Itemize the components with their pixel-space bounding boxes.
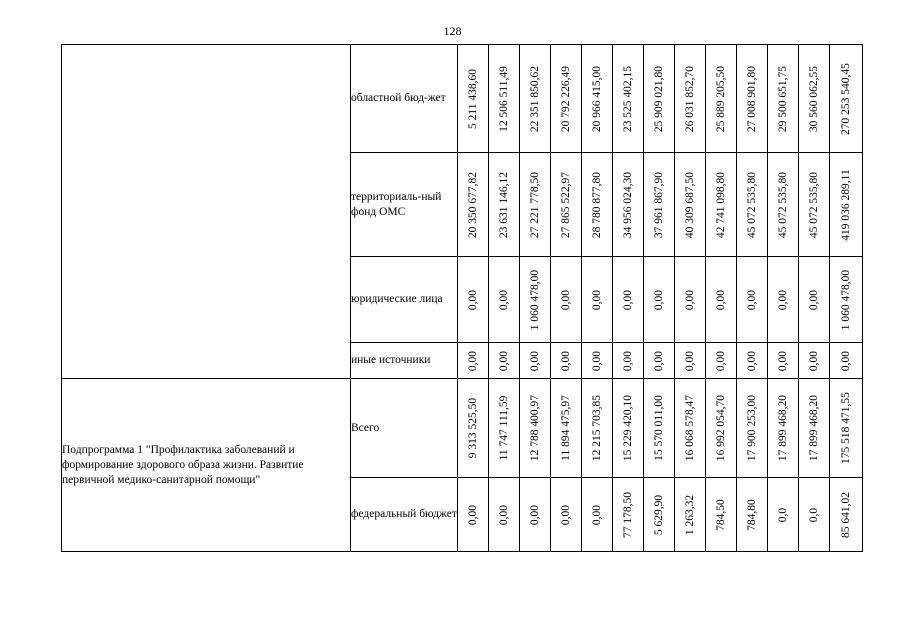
page-number: 128 [443, 24, 462, 38]
value-text: 20 792 226,49 [560, 65, 572, 132]
value-text: 22 351 850,62 [529, 65, 541, 132]
value-text: 85 641,02 [840, 491, 852, 538]
value-text: 0,00 [529, 350, 541, 371]
program-name-cell: Подпрограмма 1 "Профилактика заболеваний и формирование здорового образа жизни. Развитие первичной медико-санитарной помощи" [62, 379, 351, 552]
value-cell [799, 257, 830, 343]
value-cell [799, 153, 830, 257]
value-text: 16 992 054,70 [715, 394, 727, 462]
value-cell [675, 343, 706, 379]
value-text: 15 229 420,10 [622, 394, 634, 462]
value-text: 5 211 438,60 [467, 68, 479, 129]
value-cell [458, 343, 489, 379]
value-text: 12 788 400,97 [529, 394, 541, 462]
funding-source-cell: Всего [351, 379, 458, 478]
value-text: 34 956 024,30 [622, 171, 634, 238]
value-cell [644, 478, 675, 552]
value-text: 0,00 [467, 350, 479, 371]
value-text: 0,00 [653, 289, 665, 310]
value-text: 0,00 [622, 350, 634, 371]
value-text: 27 865 522,97 [560, 171, 572, 238]
value-cell [644, 343, 675, 379]
value-text: 0,0 [777, 507, 789, 522]
value-cell [489, 153, 520, 257]
value-cell [458, 45, 489, 153]
funding-source-cell: территориаль-ный фонд ОМС [351, 153, 458, 257]
value-cell [768, 45, 799, 153]
value-cell [520, 257, 551, 343]
value-text: 25 909 021,80 [653, 65, 665, 132]
value-cell [489, 343, 520, 379]
value-cell [458, 478, 489, 552]
value-cell [768, 379, 799, 478]
value-cell [706, 379, 737, 478]
value-cell [799, 379, 830, 478]
value-cell [799, 343, 830, 379]
value-text: 27 008 901,80 [746, 65, 758, 132]
value-text: 0,00 [715, 289, 727, 310]
program-name-cell [62, 45, 351, 379]
value-text: 28 780 877,80 [591, 171, 603, 238]
value-cell [768, 343, 799, 379]
value-cell [737, 478, 768, 552]
total-value-cell [830, 45, 863, 153]
value-text: 20 350 677,82 [467, 171, 479, 238]
value-text: 1 060 478,00 [840, 269, 852, 330]
value-text: 0,00 [591, 289, 603, 310]
value-cell [675, 379, 706, 478]
value-cell [582, 343, 613, 379]
value-cell [458, 379, 489, 478]
value-text: 0,00 [529, 504, 541, 525]
value-cell [613, 478, 644, 552]
value-text: 30 560 062,55 [808, 65, 820, 132]
value-text: 0,00 [498, 350, 510, 371]
value-cell [551, 45, 582, 153]
value-cell [799, 478, 830, 552]
value-cell [551, 257, 582, 343]
value-cell [644, 153, 675, 257]
value-text: 12 506 511,49 [498, 65, 510, 132]
value-text: 40 309 687,50 [684, 171, 696, 238]
value-text: 0,00 [467, 504, 479, 525]
value-text: 0,00 [715, 350, 727, 371]
value-cell [737, 343, 768, 379]
value-text: 0,00 [777, 350, 789, 371]
value-text: 0,00 [746, 350, 758, 371]
table-row [62, 379, 863, 478]
value-cell [768, 478, 799, 552]
value-cell [737, 257, 768, 343]
value-cell [737, 45, 768, 153]
value-text: 45 072 535,80 [808, 171, 820, 238]
value-cell [458, 153, 489, 257]
value-cell [644, 257, 675, 343]
value-text: 25 889 205,50 [715, 65, 727, 132]
funding-source-cell: федеральный бюджет [351, 478, 458, 552]
value-cell [675, 45, 706, 153]
total-value-cell [830, 153, 863, 257]
value-cell [520, 478, 551, 552]
value-text: 0,00 [653, 350, 665, 371]
total-value-cell [830, 379, 863, 478]
total-value-cell [830, 257, 863, 343]
value-text: 0,00 [840, 350, 852, 371]
value-text: 1 263,32 [684, 494, 696, 535]
value-cell [582, 45, 613, 153]
value-cell [613, 45, 644, 153]
value-text: 15 570 011,00 [653, 395, 665, 461]
value-text: 42 741 098,80 [715, 171, 727, 238]
value-cell [675, 257, 706, 343]
value-text: 0,00 [622, 289, 634, 310]
value-cell [613, 257, 644, 343]
value-cell [613, 153, 644, 257]
value-cell [706, 153, 737, 257]
value-cell [613, 343, 644, 379]
value-cell [644, 45, 675, 153]
value-cell [551, 343, 582, 379]
value-cell [458, 257, 489, 343]
value-text: 0,00 [591, 350, 603, 371]
value-cell [799, 45, 830, 153]
value-text: 0,00 [560, 289, 572, 310]
value-cell [551, 478, 582, 552]
table-row [62, 45, 863, 153]
value-cell [582, 478, 613, 552]
value-text: 26 031 852,70 [684, 65, 696, 132]
total-value-cell [830, 478, 863, 552]
value-text: 784,80 [746, 498, 758, 531]
value-text: 11 747 111,59 [498, 395, 510, 461]
value-text: 9 313 525,50 [467, 397, 479, 459]
value-cell [520, 343, 551, 379]
value-text: 37 961 867,90 [653, 171, 665, 238]
value-cell [737, 379, 768, 478]
value-text: 5 629,90 [653, 494, 665, 535]
value-text: 17 900 253,00 [746, 394, 758, 462]
value-text: 0,00 [467, 289, 479, 310]
value-text: 0,00 [777, 289, 789, 310]
value-text: 0,00 [591, 504, 603, 525]
value-cell [768, 153, 799, 257]
value-text: 419 036 289,11 [840, 168, 852, 241]
budget-table [61, 44, 863, 552]
value-cell [706, 478, 737, 552]
value-cell [489, 379, 520, 478]
value-text: 23 525 402,15 [622, 65, 634, 132]
funding-source-cell: областной бюд-жет [351, 45, 458, 153]
value-text: 11 894 475,97 [560, 395, 572, 461]
value-text: 0,00 [808, 350, 820, 371]
total-value-cell [830, 343, 863, 379]
value-text: 29 500 651,75 [777, 65, 789, 132]
value-text: 20 966 415,00 [591, 65, 603, 132]
value-cell [489, 257, 520, 343]
value-text: 0,00 [684, 289, 696, 310]
value-text: 0,00 [808, 289, 820, 310]
value-cell [768, 257, 799, 343]
value-text: 17 899 468,20 [808, 394, 820, 462]
value-text: 175 518 471,55 [840, 392, 852, 464]
value-text: 77 178,50 [622, 491, 634, 538]
value-cell [737, 153, 768, 257]
value-text: 27 221 778,50 [529, 171, 541, 238]
value-cell [551, 153, 582, 257]
value-text: 23 631 146,12 [498, 171, 510, 238]
value-text: 45 072 535,80 [746, 171, 758, 238]
value-cell [706, 257, 737, 343]
value-cell [489, 45, 520, 153]
value-text: 0,00 [684, 350, 696, 371]
funding-source-cell: иные источники [351, 343, 458, 379]
value-text: 0,00 [746, 289, 758, 310]
value-cell [675, 478, 706, 552]
value-cell [582, 257, 613, 343]
value-cell [520, 153, 551, 257]
value-cell [644, 379, 675, 478]
value-cell [582, 153, 613, 257]
value-text: 45 072 535,80 [777, 171, 789, 238]
value-text: 1 060 478,00 [529, 269, 541, 330]
value-text: 784,50 [715, 498, 727, 531]
value-text: 0,0 [808, 507, 820, 522]
value-cell [520, 45, 551, 153]
value-cell [520, 379, 551, 478]
value-text: 12 215 703,85 [591, 394, 603, 462]
value-text: 0,00 [560, 350, 572, 371]
value-cell [675, 153, 706, 257]
value-cell [582, 379, 613, 478]
value-cell [489, 478, 520, 552]
value-text: 0,00 [498, 289, 510, 310]
value-text: 16 068 578,47 [684, 394, 696, 462]
value-cell [706, 45, 737, 153]
value-text: 0,00 [560, 504, 572, 525]
value-cell [613, 379, 644, 478]
value-text: 270 253 540,45 [840, 62, 852, 135]
funding-source-cell: юридические лица [351, 257, 458, 343]
value-text: 0,00 [498, 504, 510, 525]
value-text: 17 899 468,20 [777, 394, 789, 462]
value-cell [706, 343, 737, 379]
value-cell [551, 379, 582, 478]
